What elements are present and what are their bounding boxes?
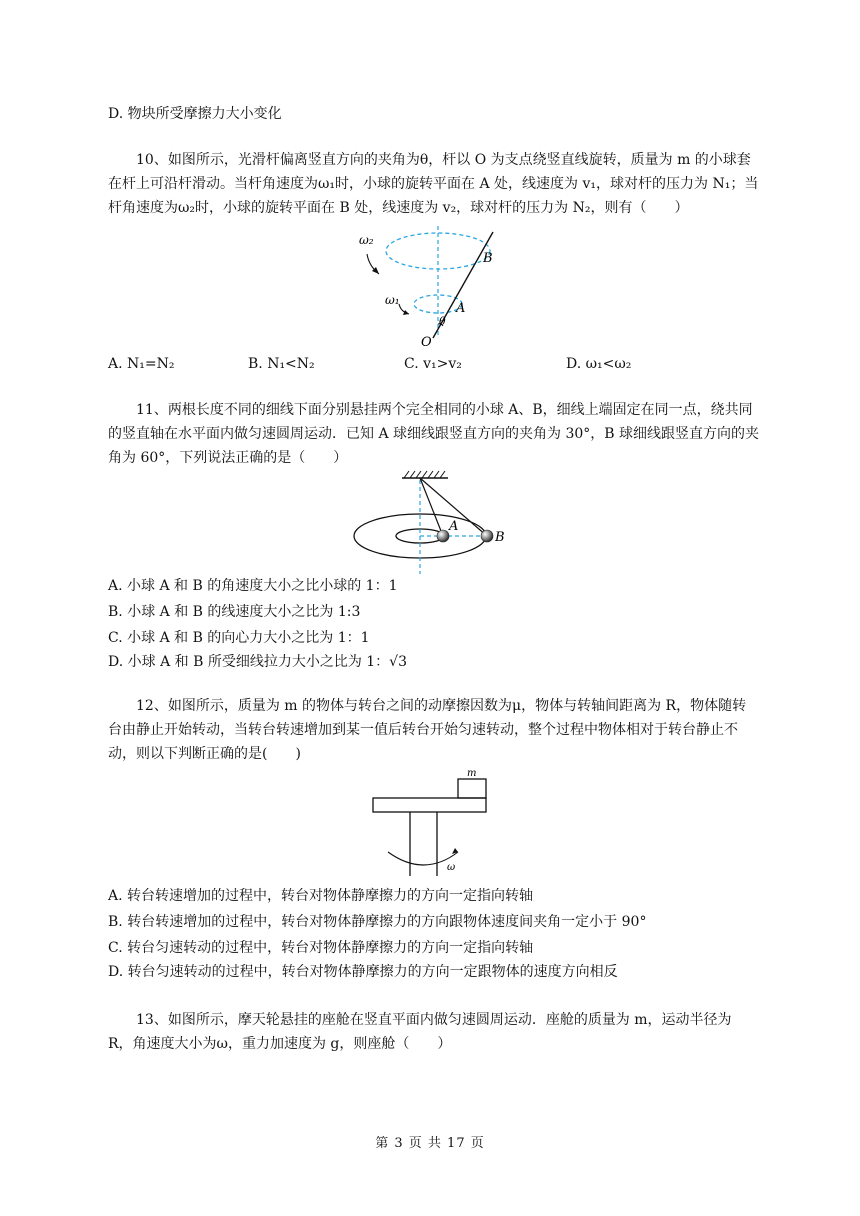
q11-label-b: B (495, 530, 505, 545)
q12-stem: 12、如图所示，质量为 m 的物体与转台之间的动摩擦因数为μ，物体与转轴间距离为 R，物体随转台由静止开始转动，当转台转速增加到某一值后转台开始匀速转动，整个过程中物体相对于转台静止不动，则以下判断正确的是( ) (108, 698, 747, 762)
q11-stem: 11、两根长度不同的细线下面分别悬挂两个完全相同的小球 A、B，细线上端固定在同一点，绕共同的竖直轴在水平面内做匀速圆周运动．已知 A 球细线跟竖直方向的夹角为 30°，B 球细线跟竖直方向的夹角为 60°，下列说法正确的是（ ） (108, 402, 760, 466)
q11-option-b: B. 小球 A 和 B 的线速度大小之比为 1:3 (108, 604, 361, 620)
q11-ball-b (481, 530, 493, 542)
q10-label-w2: ω₂ (359, 233, 374, 247)
q12-label-m: m (467, 768, 477, 779)
q11-label-a: A (449, 519, 459, 534)
q10-label-b: B (483, 251, 493, 266)
q10-label-w1: ω₁ (385, 293, 400, 307)
q12-option-d: D. 转台匀速转动的过程中，转台对物体静摩擦力的方向一定跟物体的速度方向相反 (108, 964, 618, 980)
page-footer: 第 3 页 共 17 页 (375, 1136, 485, 1151)
q12-figure (368, 766, 492, 878)
q12-turntable (373, 798, 486, 812)
q9-option-d: D. 物块所受摩擦力大小变化 (108, 106, 282, 122)
q11-ball-a (437, 530, 449, 542)
q13-stem: 13、如图所示，摩天轮悬挂的座舱在竖直平面内做匀速圆周运动．座舱的质量为 m，运动半径为 R，角速度大小为ω，重力加速度为 g，则座舱（ ） (108, 1012, 732, 1052)
q11-figure (352, 470, 522, 576)
q11-string-a (420, 478, 443, 536)
q10-label-a: A (456, 301, 466, 316)
q10-option-c: C. v₁>v₂ (404, 356, 462, 372)
q12-option-b: B. 转台转速增加的过程中，转台对物体静摩擦力的方向跟物体速度间夹角一定小于 90° (108, 914, 647, 930)
q10-label-o: O (421, 335, 432, 348)
q12-label-w: ω (447, 862, 456, 873)
q12-option-c: C. 转台匀速转动的过程中，转台对物体静摩擦力的方向一定指向转轴 (108, 940, 534, 956)
q10-option-b: B. N₁<N₂ (248, 356, 315, 372)
q10-option-a: A. N₁=N₂ (108, 356, 175, 372)
q10-label-theta: θ (439, 315, 446, 328)
q11-option-d: D. 小球 A 和 B 所受细线拉力大小之比为 1：√3 (108, 654, 408, 670)
q10-option-d: D. ω₁<ω₂ (566, 356, 632, 372)
q10-stem: 10、如图所示，光滑杆偏离竖直方向的夹角为θ，杆以 O 为支点绕竖直线旋转，质量为 m 的小球套在杆上可沿杆滑动。当杆角速度为ω₁时，小球的旋转平面在 A 处，线速度为 v₁，球对杆的压力为 N₁；当杆角速度为ω₂时，小球的旋转平面在 B 处，线速度为 v₂，球对杆的压力为 N₂，则有（ ） (108, 152, 759, 216)
q11-option-a: A. 小球 A 和 B 的角速度大小之比小球的 1：1 (108, 578, 398, 594)
q10-figure (355, 224, 505, 348)
q12-option-a: A. 转台转速增加的过程中，转台对物体静摩擦力的方向一定指向转轴 (108, 888, 534, 904)
q12-block (458, 779, 486, 798)
q11-option-c: C. 小球 A 和 B 的向心力大小之比为 1：1 (108, 630, 370, 646)
